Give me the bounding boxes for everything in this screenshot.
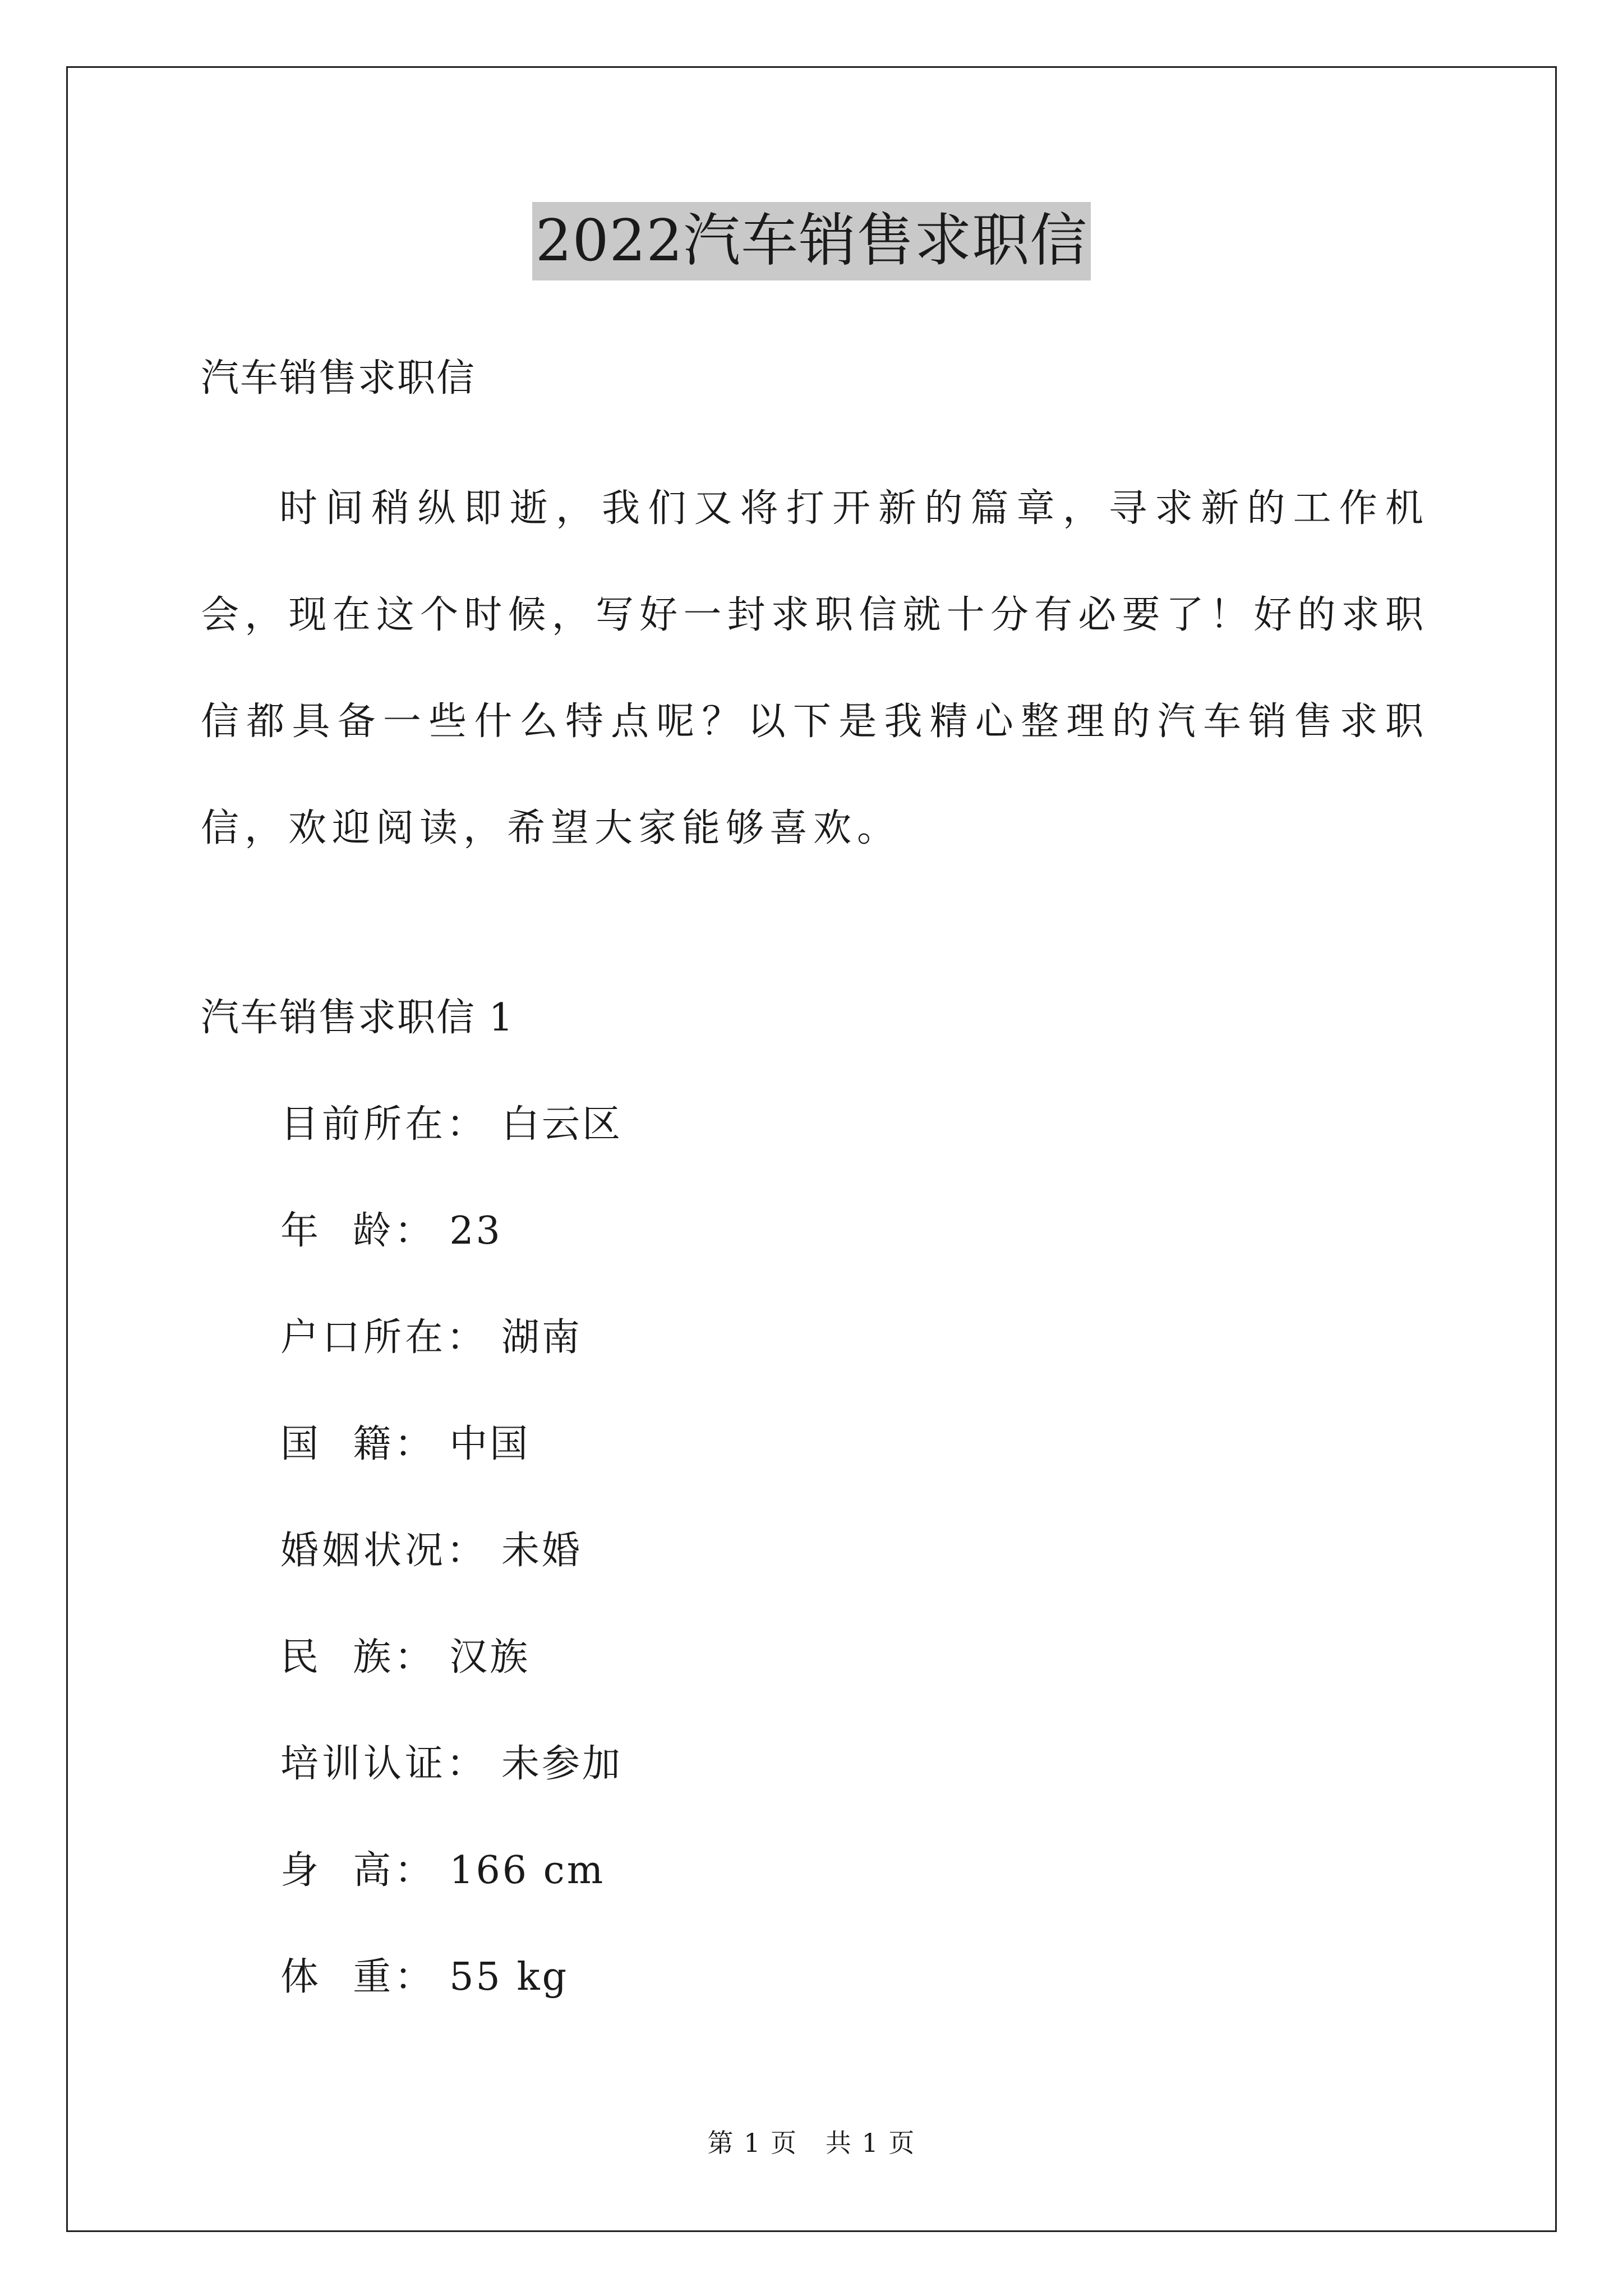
field-label: 婚姻状况： [280,1529,488,1573]
field-label: 国 籍： [280,1422,436,1466]
field-value: 23 [449,1209,502,1253]
field-value: 汉族 [449,1635,531,1680]
title-container [0,202,1623,280]
page-footer [0,2126,1623,2160]
field-label: 培训认证： [280,1742,488,1786]
intro-paragraph: 时间稍纵即逝，我们又将打开新的篇章，寻求新的工作机会，现在这个时候，写好一封求职信就十分有必要了！好的求职信都具备一些什么特点呢？以下是我精心整理的汽车销售求职信，欢迎阅读，希望大家能够喜欢。 [201,486,1429,850]
field-label: 户口所在： [280,1315,488,1360]
field-height [280,1846,605,1896]
page-number: 第 1 页 共 1 页 [707,2128,916,2158]
field-label: 民 族： [280,1635,436,1680]
field-value: 未婚 [501,1529,583,1573]
field-value: 湖南 [501,1315,583,1360]
field-value: 未参加 [501,1742,623,1786]
field-weight [280,1952,569,2003]
field-hukou [280,1313,582,1363]
field-current-location [280,1099,623,1150]
field-value: 166 cm [449,1848,606,1893]
section-heading: 汽车销售求职信 1 [201,996,514,1040]
field-label: 年 龄： [280,1209,436,1253]
field-value: 白云区 [501,1102,623,1147]
field-nationality [280,1419,530,1470]
field-label: 身 高： [280,1848,436,1893]
field-value: 55 kg [449,1955,569,1999]
field-label: 体 重： [280,1955,436,1999]
field-certification [280,1739,623,1789]
field-marital-status [280,1526,582,1576]
field-age [280,1206,502,1257]
subtitle: 汽车销售求职信 [201,356,476,401]
field-label: 目前所在： [280,1102,488,1147]
document-title: 2022汽车销售求职信 [532,202,1091,280]
field-ethnicity [280,1632,530,1683]
field-value: 中国 [449,1422,531,1466]
